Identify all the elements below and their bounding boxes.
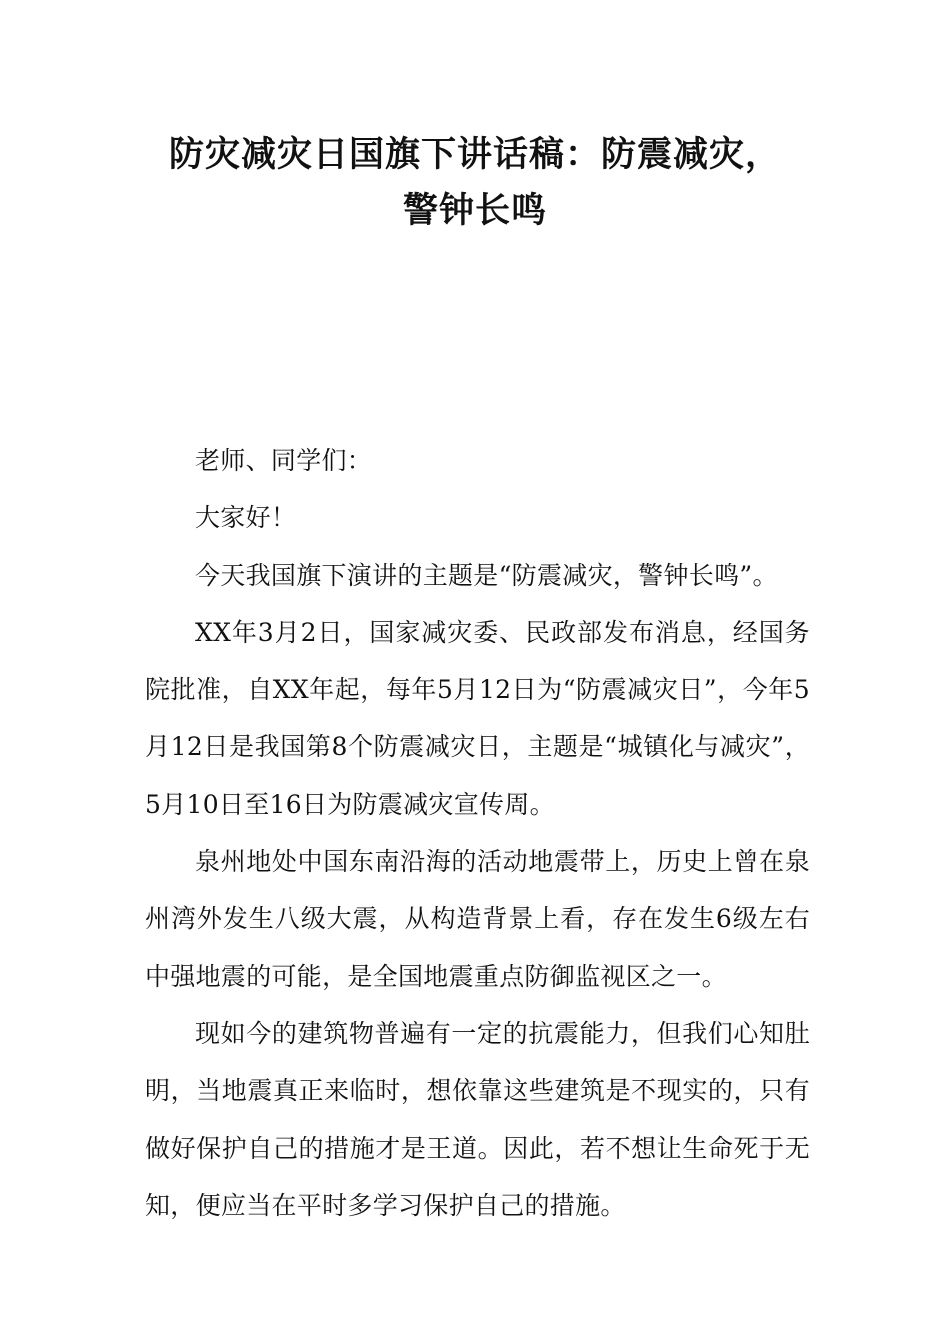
document-title-line-2: 警钟长鸣 [402,191,547,231]
salutation-paragraph: 老师、同学们： [195,446,373,475]
announcement-paragraph: XX年3月2日，国家减灾委、民政部发布消息，经国务院批准，自XX年起，每年5月12日为“防震减灾日”，今年5月12日是我国第8个防震减灾日，主题是“城镇化与减灾”，5月10日至16日为防震减灾宣传周。 [145,617,810,819]
protection-paragraph: 现如今的建筑物普遍有一定的抗震能力，但我们心知肚明，当地震真正来临时，想依靠这些建筑是不现实的，只有做好保护自己的措施才是王道。因此，若不想让生命死于无知，便应当在平时多学习保护自己的措施。 [145,1018,810,1220]
greeting-paragraph: 大家好！ [195,503,297,533]
document-body [145,432,810,1234]
region-paragraph: 泉州地处中国东南沿海的活动地震带上，历史上曾在泉州湾外发生八级大震，从构造背景上看，存在发生6级左右中强地震的可能，是全国地震重点防御监视区之一。 [145,847,810,991]
theme-paragraph: 今天我国旗下演讲的主题是“防震减灾，警钟长鸣”。 [195,560,778,590]
document-title-line-1: 防灾减灾日国旗下讲话稿：防震减灾， [168,135,781,175]
